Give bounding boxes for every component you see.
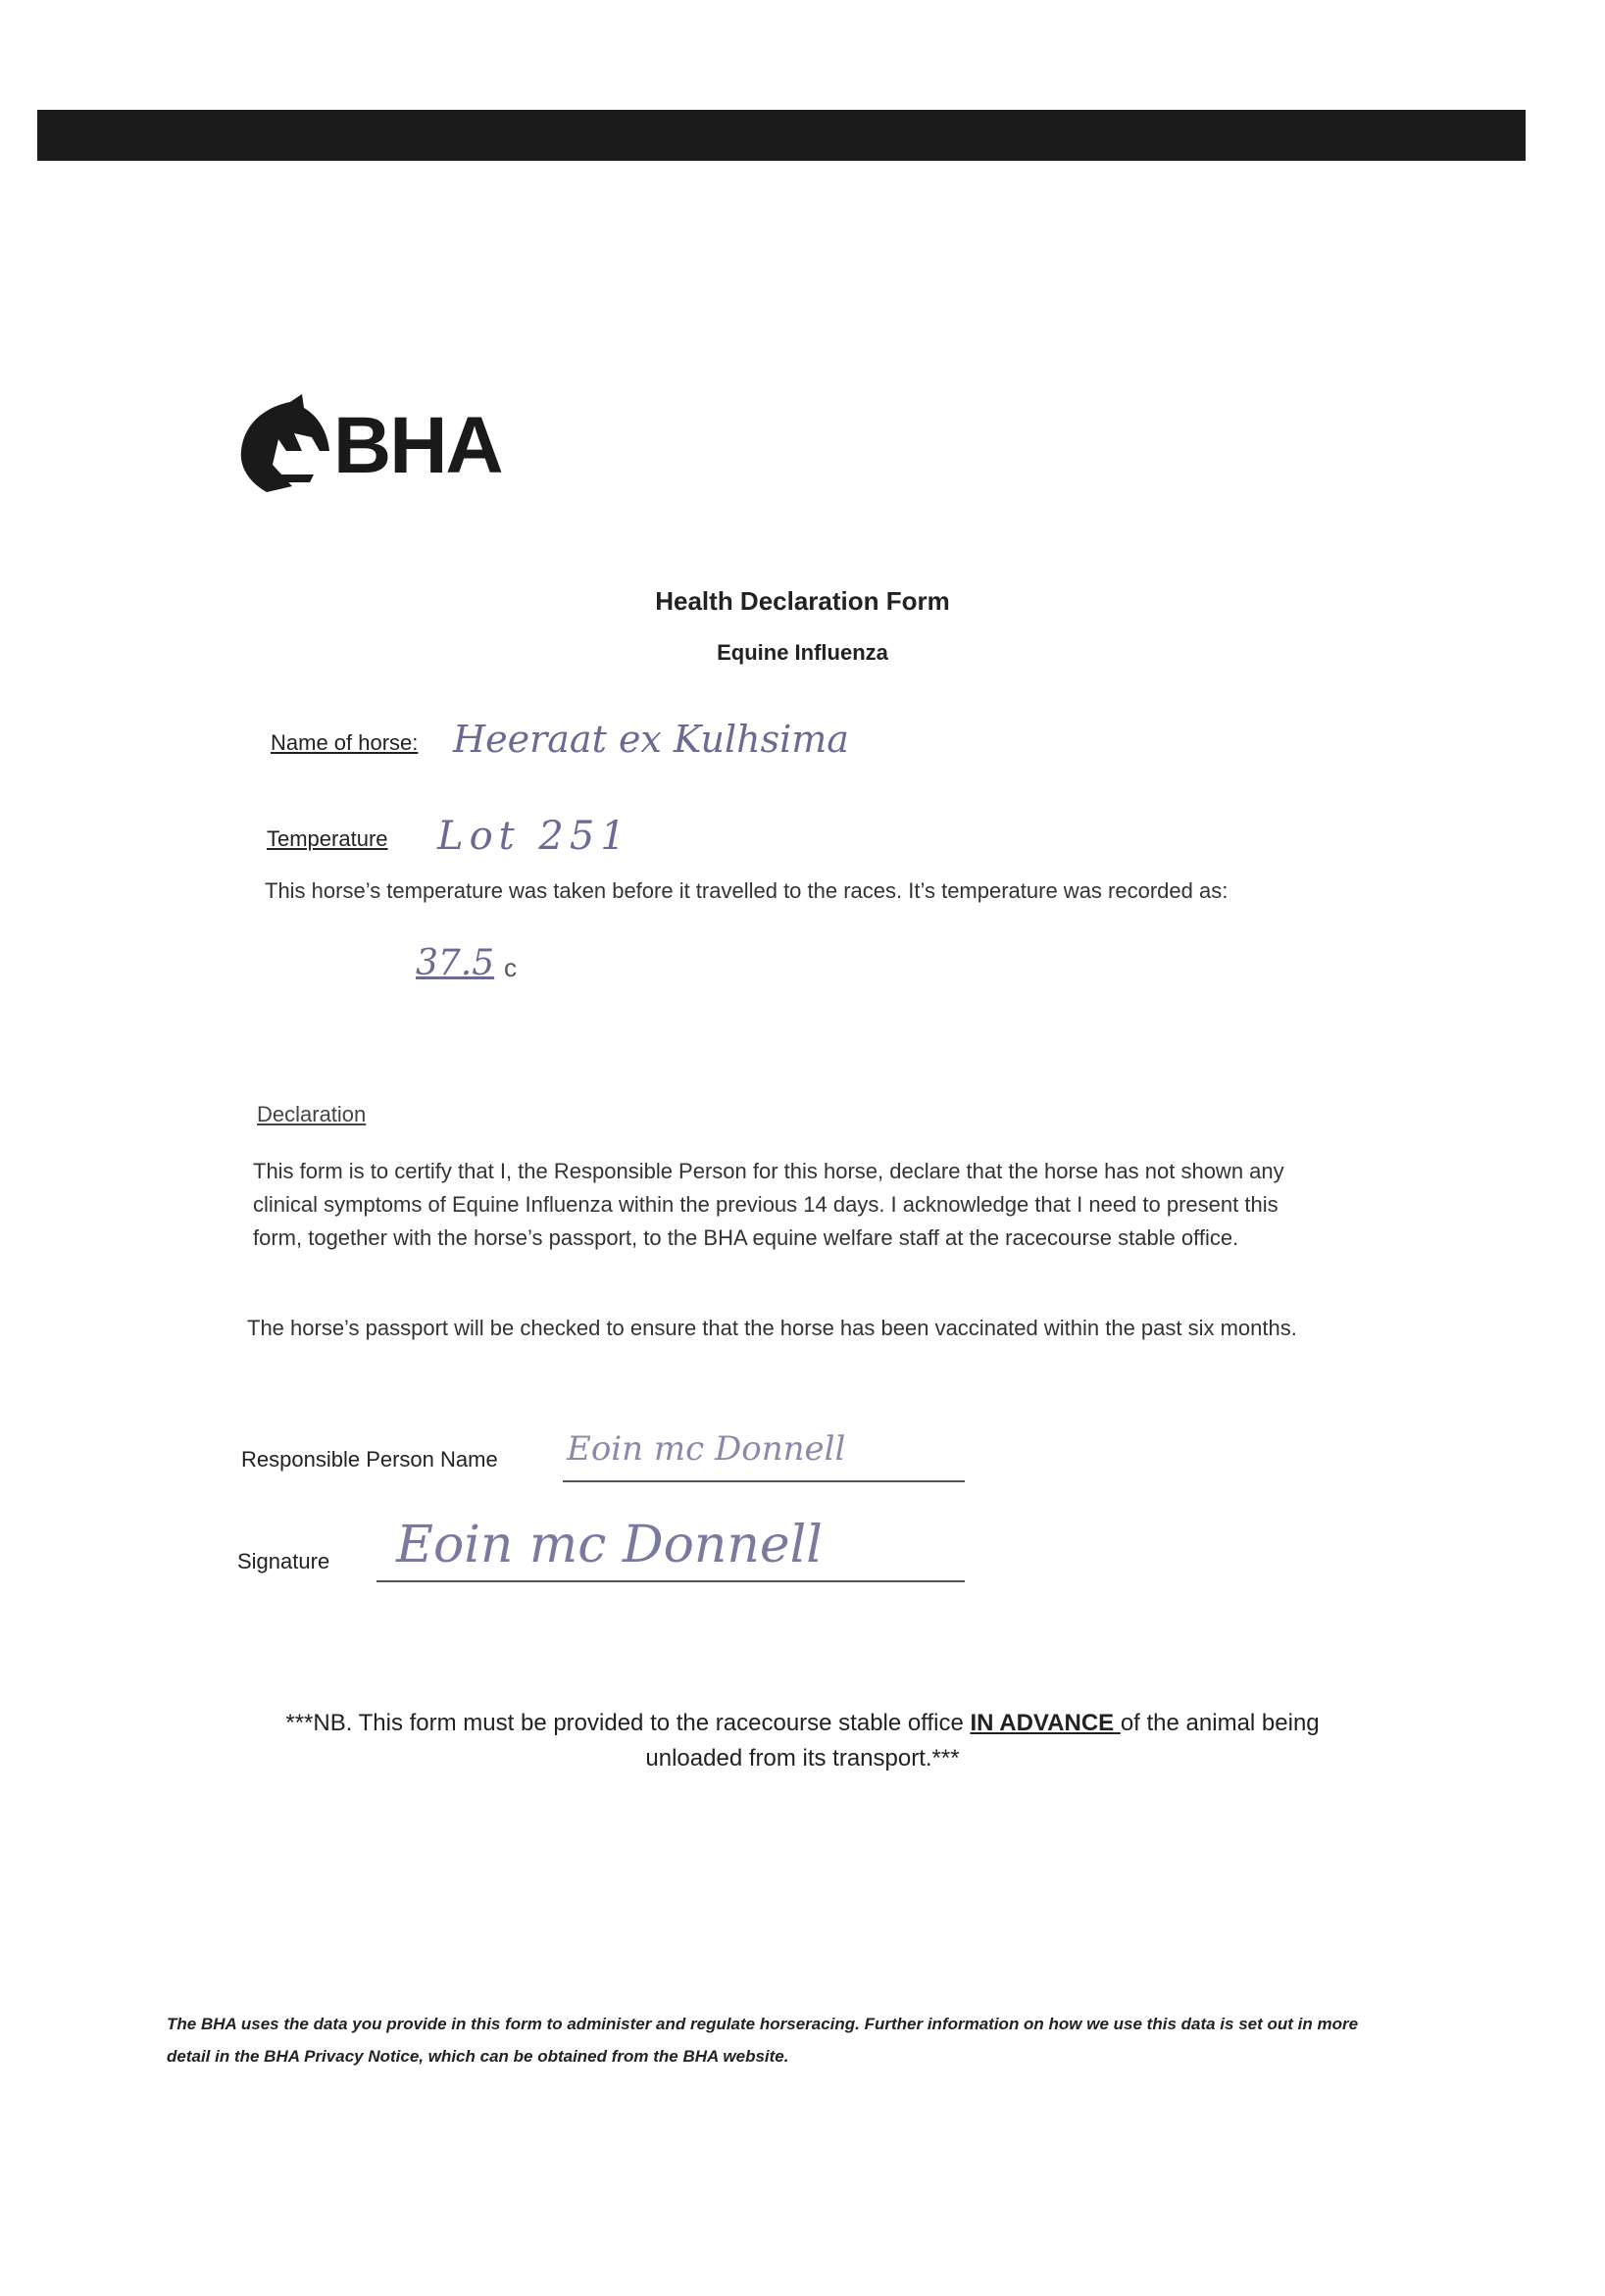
declaration-heading: Declaration: [257, 1102, 367, 1126]
notice-suffix: of the animal being unloaded from its transport.***: [645, 1710, 1320, 1772]
declaration-paragraph-1: This form is to certify that I, the Responsible Person for this horse, declare that the horse has not shown any clinical symptoms of Equine Influenza within the previous 14 days. I acknowledge that I need to present this form, together with the horse’s passport, to the BHA equine welfare staff at the racecourse stable office.: [253, 1159, 1284, 1250]
temperature-statement: This horse’s temperature was taken before it travelled to the races. It’s temperature was recorded as:: [265, 878, 1229, 903]
advance-notice: [0, 1706, 1605, 1776]
responsible-person-line: [563, 1480, 965, 1482]
temperature-value[interactable]: 37.5: [416, 943, 495, 983]
notice-prefix: ***NB. This form must be provided to the racecourse stable office: [285, 1710, 971, 1736]
notice-emphasis: IN ADVANCE: [970, 1710, 1121, 1736]
temperature-label: Temperature: [267, 826, 388, 851]
form-subtitle: Equine Influenza: [717, 640, 888, 665]
signature-label: Signature: [237, 1549, 330, 1573]
temperature-unit: c: [504, 953, 517, 982]
declaration-paragraph-2: The horse’s passport will be checked to ensure that the horse has been vaccinated within the past six months.: [247, 1316, 1297, 1340]
lot-number-note: Lot 251: [437, 814, 631, 859]
signature-line: [376, 1580, 965, 1582]
scan-top-bar: [37, 110, 1526, 161]
horse-name-value[interactable]: Heeraat ex Kulhsima: [453, 718, 849, 761]
signature-value[interactable]: Eoin mc Donnell: [396, 1516, 823, 1574]
responsible-person-label: Responsible Person Name: [241, 1447, 498, 1472]
horse-name-label: Name of horse:: [271, 730, 419, 755]
responsible-person-value[interactable]: Eoin mc Donnell: [567, 1429, 846, 1469]
form-title: Health Declaration Form: [655, 586, 950, 616]
brand-logo-text: BHA: [333, 401, 502, 490]
privacy-footer: The BHA uses the data you provide in this form to administer and regulate horseracing. Further information on how we use this data is set out in more detail in the BHA Privacy Notice, which can be obtained from the BHA website.: [167, 2015, 1359, 2066]
